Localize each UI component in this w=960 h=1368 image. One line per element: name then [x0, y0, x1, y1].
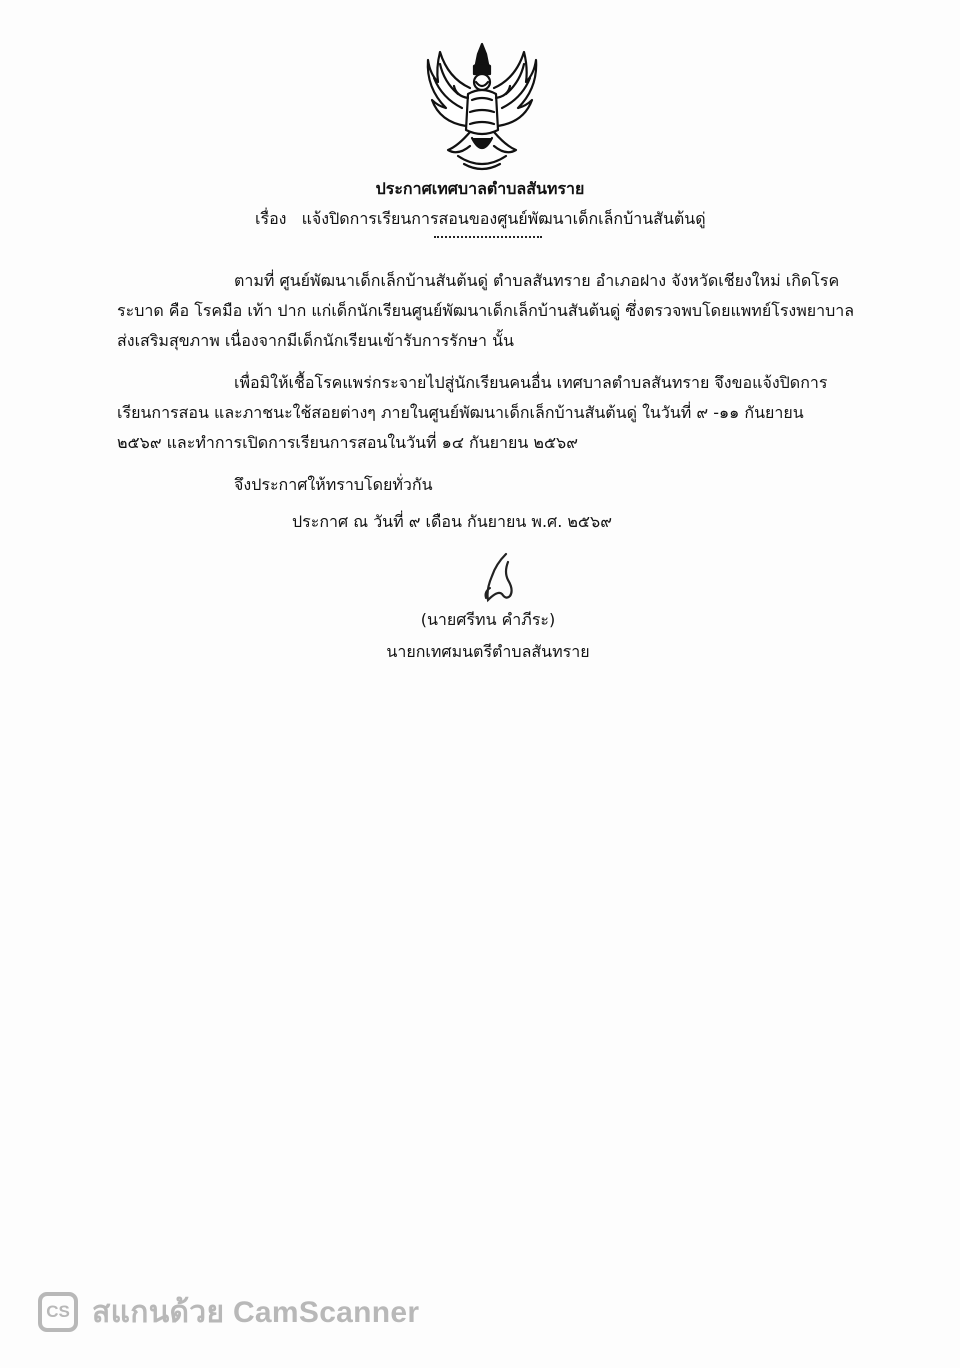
paragraph-line: เรียนการสอน และภาชนะใช้สอยต่างๆ ภายในศูนย์พัฒนาเด็กเล็กบ้านสันต้นดู่ ในวันที่ ๙ -๑๑ กันยายน	[117, 403, 804, 422]
watermark-text: สแกนด้วย CamScanner	[92, 1295, 420, 1329]
closing-paragraph	[117, 470, 857, 500]
paragraph-line: ๒๕๖๙ และทำการเปิดการเรียนการสอนในวันที่ ๑๔ กันยายน ๒๕๖๙	[117, 433, 578, 452]
subject-text: แจ้งปิดการเรียนการสอนของศูนย์พัฒนาเด็กเล็กบ้านสันต้นดู่	[301, 209, 706, 228]
handwritten-signature-icon	[476, 550, 522, 606]
camscanner-watermark	[38, 1290, 419, 1334]
dotted-divider	[434, 236, 542, 238]
garuda-emblem-icon	[418, 38, 546, 176]
paragraph-line: เพื่อมิให้เชื้อโรคแพร่กระจายไปสู่นักเรียนคนอื่น เทศบาลตำบลสันทราย จึงขอแจ้งปิดการ	[234, 373, 828, 392]
signer-position: นายกเทศมนตรีตำบลสันทราย	[386, 642, 590, 661]
paragraph-1	[117, 266, 857, 356]
signer-name: (นายศรีทน คำภีระ)	[420, 610, 556, 629]
subject-label: เรื่อง	[255, 209, 287, 228]
announcement-title: ประกาศเทศบาลตำบลสันทราย	[375, 179, 585, 198]
paragraph-line: ส่งเสริมสุขภาพ เนื่องจากมีเด็กนักเรียนเข้ารับการรักษา นั้น	[117, 331, 514, 350]
paragraph-2	[117, 368, 857, 458]
paragraph-line: ตามที่ ศูนย์พัฒนาเด็กเล็กบ้านสันต้นดู่ ตำบลสันทราย อำเภอฝาง จังหวัดเชียงใหม่ เกิดโรค	[234, 271, 840, 290]
paragraph-line: ระบาด คือ โรคมือ เท้า ปาก แก่เด็กนักเรียนศูนย์พัฒนาเด็กเล็กบ้านสันต้นดู่ ซึ่งตรวจพบโดยแพทย์โรงพยาบาล	[117, 301, 855, 320]
closing-line: จึงประกาศให้ทราบโดยทั่วกัน	[234, 475, 433, 494]
announcement-subject	[255, 207, 706, 232]
camscanner-logo-icon: CS	[38, 1292, 78, 1332]
announcement-date: ประกาศ ณ วันที่ ๙ เดือน กันยายน พ.ศ. ๒๕๖๙	[292, 512, 612, 531]
